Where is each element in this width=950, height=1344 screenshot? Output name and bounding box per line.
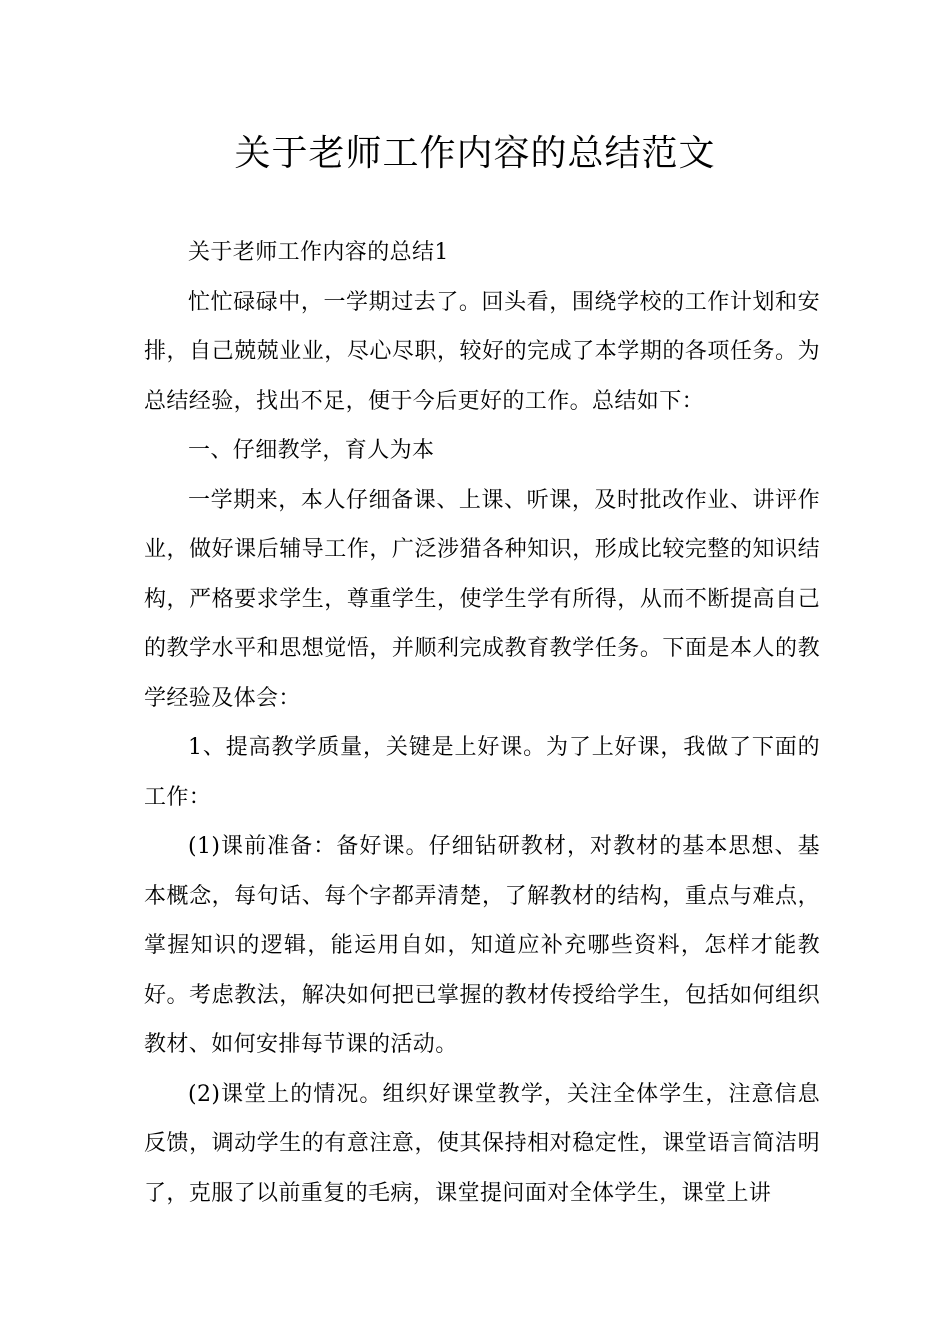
paragraph-teaching: 一学期来，本人仔细备课、上课、听课，及时批改作业、讲评作业，做好课后辅导工作，广泛涉猎各种知识，形成比较完整的知识结构，严格要求学生，尊重学生，使学生学有所得，从而不断提高自己的教学水平和思想觉悟，并顺利完成教育教学任务。下面是本人的教学经验及体会： [144, 487, 820, 711]
paragraph-heading-1: 一、仔细教学，育人为本 [188, 438, 435, 463]
document-body [144, 228, 820, 1218]
paragraph-intro: 忙忙碌碌中，一学期过去了。回头看，围绕学校的工作计划和安排，自己兢兢业业，尽心尽职，较好的完成了本学期的各项任务。为总结经验，找出不足，便于今后更好的工作。总结如下： [144, 289, 820, 414]
paragraph-sub-2: (2)课堂上的情况。组织好课堂教学，关注全体学生，注意信息反馈，调动学生的有意注意，使其保持相对稳定性，课堂语言简洁明了，克服了以前重复的毛病，课堂提问面对全体学生，课堂上讲 [144, 1081, 820, 1206]
paragraph-section-heading: 关于老师工作内容的总结1 [188, 240, 449, 265]
paragraph-sub-1: (1)课前准备：备好课。仔细钻研教材，对教材的基本思想、基本概念，每句话、每个字都弄清楚，了解教材的结构，重点与难点，掌握知识的逻辑，能运用自如，知道应补充哪些资料，怎样才能教好。考虑教法，解决如何把已掌握的教材传授给学生，包括如何组织教材、如何安排每节课的活动。 [144, 834, 820, 1057]
document-title: 关于老师工作内容的总结范文 [234, 133, 716, 174]
paragraph-point-1: 1、提高教学质量，关键是上好课。为了上好课，我做了下面的工作： [144, 735, 820, 810]
